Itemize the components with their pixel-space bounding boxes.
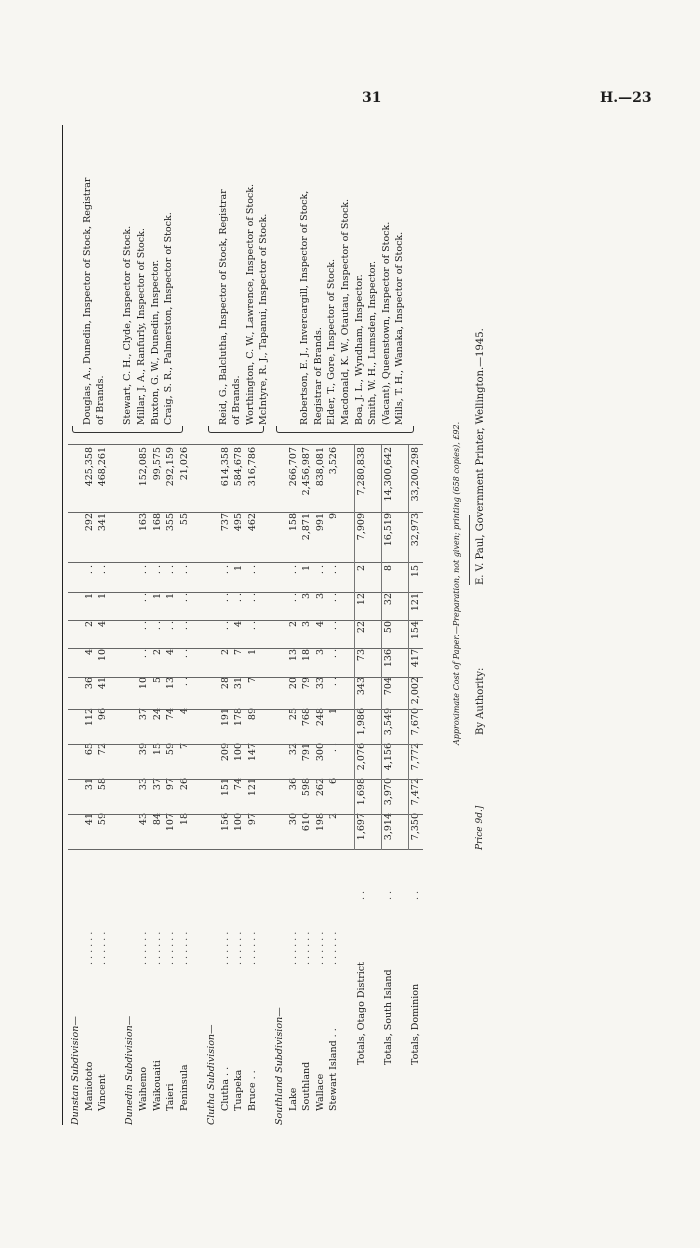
table-cell: 7,909: [355, 513, 367, 541]
total-rule: [381, 445, 382, 850]
row-label: Totals, Otago District: [355, 962, 367, 1065]
table-cell: . .: [328, 677, 340, 687]
table-cell: 41: [97, 677, 109, 690]
table-cell: 737: [219, 513, 231, 532]
table-cell: 292,159: [165, 447, 177, 487]
table-cell: 2: [287, 621, 299, 628]
officer-entry: Elder, T., Gore, Inspector of Stock.: [326, 259, 338, 425]
table-cell: 151: [219, 778, 231, 797]
table-cell: 15: [151, 743, 163, 756]
table-cell: . .: [328, 743, 340, 753]
table-cell: 4: [165, 649, 177, 656]
brace-mark: [72, 426, 183, 433]
table-cell: 55: [178, 513, 190, 526]
price-label: Price 9d.]: [475, 805, 485, 850]
leader-dots: . .: [410, 890, 421, 900]
table-cell: 768: [301, 708, 313, 727]
column-rule: [68, 648, 423, 649]
authority-rule: [469, 515, 470, 585]
table-row: [410, 125, 422, 1125]
table-cell: . .: [233, 593, 245, 603]
table-cell: 163: [138, 513, 149, 532]
table-cell: 417: [410, 649, 421, 668]
leader-dots: . . . . . .: [328, 931, 340, 965]
rotated-table-sheet: [60, 125, 486, 1125]
table-cell: 7,280,838: [355, 447, 367, 496]
table-cell: 4: [178, 708, 190, 715]
table-cell: 1: [246, 649, 258, 656]
column-rule: [68, 512, 423, 513]
table-cell: 248: [314, 708, 326, 727]
row-label: Dunstan Subdivision—: [70, 1016, 81, 1125]
officer-entry: Stewart, C. H., Clyde, Inspector of Stock.: [122, 225, 134, 425]
table-cell: 7: [246, 677, 258, 684]
officer-entry: Worthington, C. W., Lawrence, Inspector of Stock.: [244, 183, 256, 425]
table-cell: 1,986: [355, 708, 367, 736]
table-cell: 791: [301, 743, 313, 762]
table-cell: 32,973: [410, 513, 421, 547]
leader-dots: . . . . . .: [301, 931, 313, 965]
officer-entry: Registrar of Brands.: [312, 327, 324, 425]
row-label: Bruce . .: [246, 1070, 258, 1111]
column-rule: [68, 592, 423, 593]
table-cell: 89: [246, 708, 258, 721]
table-cell: . .: [314, 565, 326, 575]
table-cell: . .: [97, 565, 109, 575]
table-cell: 7,350: [410, 813, 421, 841]
table-cell: 7,472: [410, 778, 421, 806]
table-cell: . .: [178, 593, 190, 603]
row-label: Maniototo: [83, 1061, 95, 1111]
table-cell: 39: [138, 743, 149, 756]
table-cell: 32: [287, 743, 299, 756]
table-cell: 31: [233, 677, 245, 690]
table-cell: 58: [97, 778, 109, 791]
table-cell: 13: [287, 649, 299, 662]
officer-entry: Douglas, A., Dunedin, Inspector of Stock, Registrar: [81, 177, 93, 425]
officer-entry: McIntyre, R. J., Tapanui, Inspector of Stock.: [258, 213, 270, 425]
table-cell: 32: [382, 593, 394, 606]
table-cell: 100: [233, 813, 245, 832]
table-cell: 36: [287, 778, 299, 791]
table-cell: . .: [328, 621, 340, 631]
table-cell: 1,698: [355, 778, 367, 806]
officer-entry: Mills, T. H., Wanaka, Inspector of Stock.: [394, 231, 406, 425]
leader-dots: . . . . . .: [151, 931, 163, 965]
cost-note: Approximate Cost of Paper.—Preparation, not given; printing (658 copies), £92.: [452, 421, 461, 745]
table-cell: 7: [178, 743, 190, 750]
row-label: Southland: [301, 1061, 313, 1111]
table-cell: 4: [97, 621, 109, 628]
table-cell: . .: [178, 677, 190, 687]
leader-dots: . .: [382, 890, 394, 900]
table-cell: 158: [287, 513, 299, 532]
officer-entry: of Brands.: [231, 375, 243, 425]
leader-dots: . . . . . .: [233, 931, 245, 965]
document-code: H.—23: [600, 90, 652, 106]
table-cell: 136: [382, 649, 394, 668]
leader-dots: . . . . . .: [83, 931, 95, 965]
table-cell: 9: [328, 513, 340, 520]
table-cell: . .: [328, 565, 340, 575]
table-cell: 1,697: [355, 813, 367, 841]
table-row: [111, 125, 123, 1125]
table-cell: 100: [233, 743, 245, 762]
table-cell: 10: [97, 649, 109, 662]
table-cell: 96: [97, 708, 109, 721]
table-cell: 355: [165, 513, 177, 532]
row-label: Southland Subdivision—: [274, 1007, 285, 1125]
row-label: Peninsula: [178, 1064, 190, 1111]
table-cell: . .: [151, 621, 163, 631]
table-cell: 2: [151, 649, 163, 656]
leader-dots: . .: [355, 890, 367, 900]
table-cell: . .: [219, 621, 231, 631]
table-cell: 1: [151, 593, 163, 600]
total-rule: [408, 445, 409, 850]
table-cell: 73: [355, 649, 367, 662]
table-row: [288, 125, 300, 1125]
table-cell: 1: [301, 565, 313, 572]
table-cell: 97: [246, 813, 258, 826]
table-cell: 33,200,298: [410, 447, 421, 502]
table-cell: 2: [328, 813, 340, 820]
table-cell: 21,026: [178, 447, 190, 481]
table-cell: 2,456,987: [301, 447, 313, 496]
table-cell: 59: [165, 743, 177, 756]
table-cell: 7: [233, 649, 245, 656]
authority-prefix: By Authority:: [475, 667, 486, 735]
table-cell: 168: [151, 513, 163, 532]
table-cell: . .: [328, 593, 340, 603]
table-cell: 598: [301, 778, 313, 797]
table-cell: 18: [301, 649, 313, 662]
table-cell: 584,678: [233, 447, 245, 487]
table-cell: 704: [382, 677, 394, 696]
table-cell: 18: [178, 813, 190, 826]
table-cell: 26: [178, 778, 190, 791]
column-rule: [68, 814, 423, 815]
row-label: Lake: [287, 1087, 299, 1111]
leader-dots: . . . . . .: [97, 931, 109, 965]
officer-entry: Robertson, E. J., Invercargill, Inspector of Stock,: [299, 190, 311, 425]
column-rule: [68, 744, 423, 745]
table-cell: 4: [83, 649, 95, 656]
table-cell: 15: [410, 565, 421, 578]
table-cell: . .: [328, 649, 340, 659]
table-cell: 6: [328, 778, 340, 785]
officer-entry: Reid, G., Balclutha, Inspector of Stock, Registrar: [217, 189, 229, 425]
table-cell: . .: [246, 593, 258, 603]
table-cell: 152,085: [138, 447, 149, 487]
table-cell: . .: [219, 565, 231, 575]
table-cell: 28: [219, 677, 231, 690]
table-cell: 300: [314, 743, 326, 762]
table-cell: 209: [219, 743, 231, 762]
table-cell: 3,549: [382, 708, 394, 736]
table-cell: 7,670: [410, 708, 421, 736]
leader-dots: . . . . . .: [165, 931, 177, 965]
table-cell: . .: [287, 593, 299, 603]
table-cell: . .: [178, 649, 190, 659]
table-cell: 178: [233, 708, 245, 727]
row-label: Waihemo: [138, 1066, 149, 1111]
row-label: Taieri: [165, 1083, 177, 1111]
table-cell: 2,076: [355, 743, 367, 771]
page-number: 31: [362, 90, 382, 106]
officer-entry: Macdonald, K. W., Otautau, Inspector of Stock.: [340, 198, 351, 425]
table-cell: 266,707: [287, 447, 299, 487]
officer-entry: of Brands.: [95, 375, 107, 425]
table-cell: 74: [233, 778, 245, 791]
authority-line: E. V. Paul, Government Printer, Wellington.—1945.: [475, 328, 486, 585]
table-cell: 1: [233, 565, 245, 572]
leader-dots: . . . . . .: [219, 931, 231, 965]
table-cell: 343: [355, 677, 367, 696]
table-cell: 1: [328, 708, 340, 715]
table-cell: 22: [355, 621, 367, 634]
table-cell: . .: [138, 621, 149, 631]
table-cell: . .: [138, 593, 149, 603]
column-rule: [68, 677, 423, 678]
table-cell: 20: [287, 677, 299, 690]
officer-entry: Boa, J. L., Wyndham, Inspector.: [353, 274, 365, 425]
table-cell: 5: [151, 677, 163, 684]
row-label: Wallace: [314, 1073, 326, 1111]
table-cell: 3,526: [328, 447, 340, 475]
table-cell: 79: [301, 677, 313, 690]
table-cell: 10: [138, 677, 149, 690]
table-cell: 292: [83, 513, 95, 532]
table-cell: 2: [83, 621, 95, 628]
table-cell: 24: [151, 708, 163, 721]
table-cell: 7,772: [410, 743, 421, 771]
column-rule: [68, 562, 423, 563]
column-rule: [68, 620, 423, 621]
table-cell: 107: [165, 813, 177, 832]
table-cell: 156: [219, 813, 231, 832]
brace-mark: [208, 426, 264, 433]
row-label: Dunedin Subdivision—: [124, 1015, 136, 1125]
table-cell: 43: [138, 813, 149, 826]
table-cell: 4: [233, 621, 245, 628]
table-cell: 50: [382, 621, 394, 634]
table-cell: 4: [314, 621, 326, 628]
table-cell: . .: [246, 621, 258, 631]
leader-dots: . . . . . .: [178, 931, 190, 965]
table-cell: 121: [246, 778, 258, 797]
table-cell: 65: [83, 743, 95, 756]
table-cell: 3,970: [382, 778, 394, 806]
table-row: [192, 125, 204, 1125]
officer-entry: (Vacant), Queenstown, Inspector of Stock.: [380, 221, 392, 425]
column-rule: [68, 849, 423, 850]
table-cell: 84: [151, 813, 163, 826]
row-label: Vincent: [97, 1074, 109, 1111]
table-cell: 495: [233, 513, 245, 532]
table-cell: 2: [355, 565, 367, 572]
row-label: Clutha . .: [219, 1066, 231, 1111]
column-rule: [68, 444, 423, 445]
table-cell: 1: [83, 593, 95, 600]
table-cell: 16,519: [382, 513, 394, 547]
table-cell: 33: [314, 677, 326, 690]
table-cell: . .: [83, 565, 95, 575]
table-cell: 198: [314, 813, 326, 832]
table-cell: 37: [138, 708, 149, 721]
table-cell: . .: [138, 565, 149, 575]
row-label: Stewart Island . .: [328, 1028, 340, 1111]
table-cell: 3,914: [382, 813, 394, 841]
column-rule: [68, 709, 423, 710]
table-cell: 2,871: [301, 513, 313, 541]
leader-dots: . . . . . .: [287, 931, 299, 965]
leader-dots: . . . . . .: [246, 931, 258, 965]
table-cell: . .: [165, 621, 177, 631]
table-cell: 59: [97, 813, 109, 826]
table-cell: 14,300,642: [382, 447, 394, 502]
column-rule: [68, 779, 423, 780]
table-row: [206, 125, 218, 1125]
table-cell: 30: [287, 813, 299, 826]
table-cell: 1: [97, 593, 109, 600]
table-cell: 3: [301, 593, 313, 600]
table-cell: 3: [314, 593, 326, 600]
table-cell: 838,081: [314, 447, 326, 487]
table-cell: 112: [83, 708, 95, 727]
table-cell: 4,156: [382, 743, 394, 771]
leader-dots: . . . . . .: [314, 931, 326, 965]
table-cell: 341: [97, 513, 109, 532]
table-cell: 1: [165, 593, 177, 600]
officer-entry: Buxton, G. W., Dunedin, Inspector.: [149, 259, 161, 425]
table-cell: 147: [246, 743, 258, 762]
table-cell: 72: [97, 743, 109, 756]
table-cell: 425,358: [83, 447, 95, 487]
table-cell: 991: [314, 513, 326, 532]
table-cell: 462: [246, 513, 258, 532]
table-row: [179, 125, 191, 1125]
row-label: Tuapeka: [233, 1069, 245, 1111]
leader-dots: . . . . . .: [138, 931, 149, 965]
table-cell: . .: [165, 565, 177, 575]
table-row: [274, 125, 286, 1125]
table-cell: 121: [410, 593, 421, 612]
row-label: Totals, South Island: [382, 969, 394, 1065]
table-cell: 37: [151, 778, 163, 791]
table-row: [70, 125, 82, 1125]
table-cell: 2,002: [410, 677, 421, 705]
table-cell: 33: [138, 778, 149, 791]
table-cell: 468,261: [97, 447, 109, 487]
table-cell: 41: [83, 813, 95, 826]
row-label: Clutha Subdivision—: [206, 1024, 217, 1125]
table-cell: . .: [287, 565, 299, 575]
table-cell: 2: [219, 649, 231, 656]
table-cell: 191: [219, 708, 231, 727]
table-cell: 8: [382, 565, 394, 572]
table-cell: 74: [165, 708, 177, 721]
table-cell: . .: [151, 565, 163, 575]
table-cell: 99,575: [151, 447, 163, 481]
table-cell: 25: [287, 708, 299, 721]
table-cell: 610: [301, 813, 313, 832]
table-cell: 36: [83, 677, 95, 690]
table-cell: . .: [138, 649, 149, 659]
table-cell: 3: [301, 621, 313, 628]
table-cell: . .: [219, 593, 231, 603]
table-cell: . .: [246, 565, 258, 575]
brace-mark: [276, 426, 414, 433]
top-rule: [62, 125, 63, 1125]
officer-entry: Millar, J. A., Ranfurly, Inspector of Stock.: [136, 228, 147, 425]
table-cell: 3: [314, 649, 326, 656]
total-rule: [354, 445, 355, 850]
table-cell: 154: [410, 621, 421, 640]
officer-entry: Smith, W. H., Lumsden, Inspector.: [367, 260, 379, 425]
table-cell: 97: [165, 778, 177, 791]
table-cell: 13: [165, 677, 177, 690]
table-cell: . .: [178, 621, 190, 631]
table-cell: 316,786: [246, 447, 258, 487]
table-cell: 614,358: [219, 447, 231, 487]
row-label: Waikouaiti: [151, 1060, 163, 1111]
table-cell: 12: [355, 593, 367, 606]
table-cell: 31: [83, 778, 95, 791]
table-cell: 262: [314, 778, 326, 797]
row-label: Totals, Dominion: [410, 983, 421, 1065]
table-cell: . .: [178, 565, 190, 575]
officer-entry: Craig, S. R., Palmerston, Inspector of Stock.: [163, 212, 175, 425]
